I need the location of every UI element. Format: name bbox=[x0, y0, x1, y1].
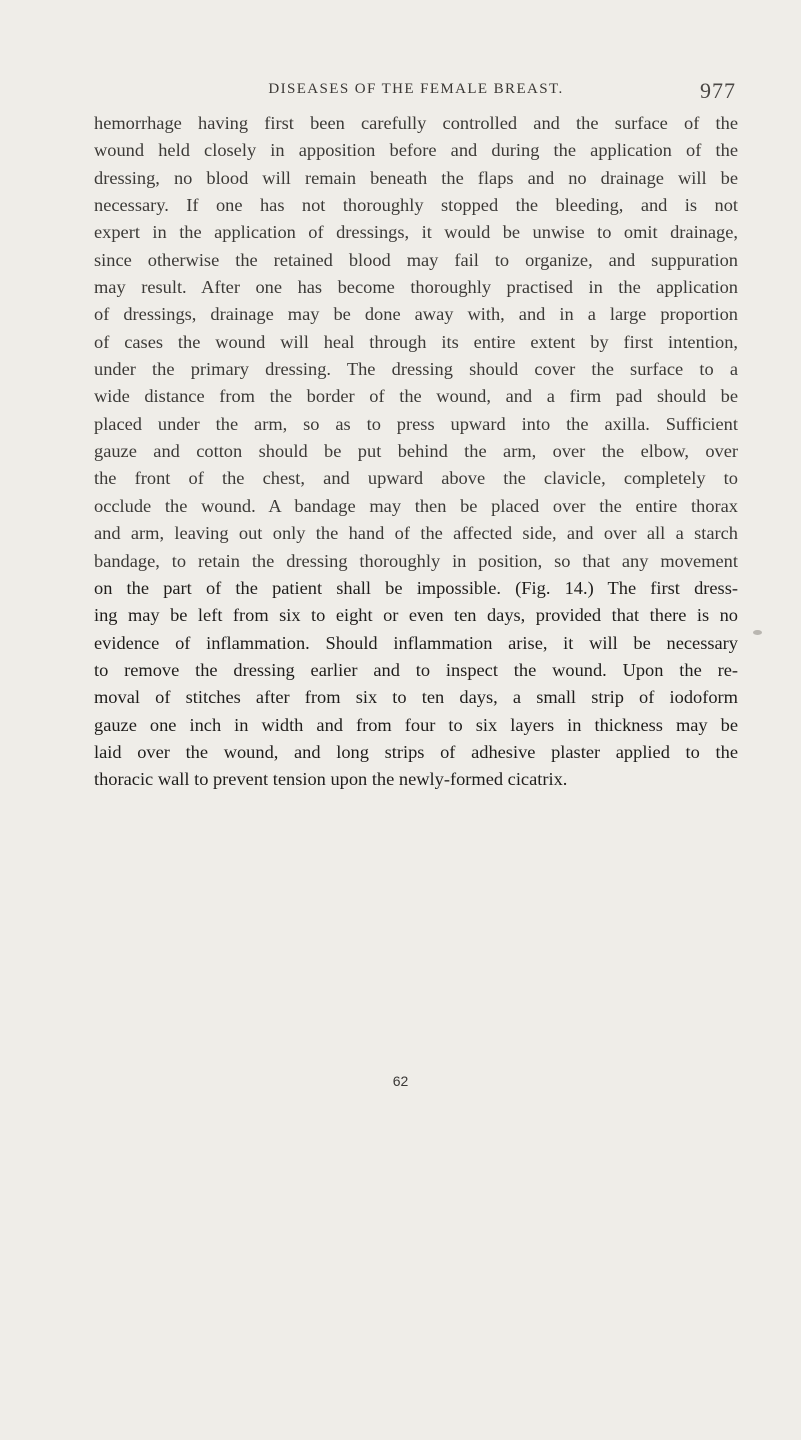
text-line: laid over the wound, and long strips of adhesive plaster applied to the bbox=[94, 741, 738, 762]
text-line: the front of the chest, and upward above the clavicle, completely to bbox=[94, 468, 738, 489]
text-line: necessary. If one has not thoroughly stopped the bleeding, and is not bbox=[94, 195, 738, 216]
text-line: moval of stitches after from six to ten days, a small strip of iodoform bbox=[94, 687, 738, 708]
text-line: placed under the arm, so as to press upward into the axilla. Sufficient bbox=[94, 413, 738, 434]
text-line: wound held closely in apposition before and during the application of the bbox=[94, 140, 738, 161]
paper-smudge bbox=[753, 630, 762, 635]
text-line: of dressings, drainage may be done away with, and in a large proportion bbox=[94, 304, 738, 325]
body-paragraph bbox=[94, 110, 738, 794]
text-line: evidence of inflammation. Should inflammation arise, it will be necessary bbox=[94, 632, 738, 653]
text-line: bandage, to retain the dressing thoroughly in position, so that any movement bbox=[94, 550, 738, 571]
text-line: gauze and cotton should be put behind the arm, over the elbow, over bbox=[94, 441, 738, 462]
text-line: hemorrhage having first been carefully controlled and the surface of the bbox=[94, 113, 738, 133]
text-line: dressing, no blood will remain beneath the flaps and no drainage will be bbox=[94, 167, 738, 188]
page-number: 977 bbox=[700, 78, 736, 103]
text-line: gauze one inch in width and from four to six layers in thickness may be bbox=[94, 714, 738, 735]
text-line: occlude the wound. A bandage may then be placed over the entire thorax bbox=[94, 495, 738, 516]
running-title: DISEASES OF THE FEMALE BREAST. bbox=[268, 81, 564, 97]
text-line: wide distance from the border of the wound, and a firm pad should be bbox=[94, 386, 738, 407]
running-head bbox=[96, 78, 736, 105]
text-line: since otherwise the retained blood may fail to organize, and suppuration bbox=[94, 249, 738, 270]
text-line: and arm, leaving out only the hand of the affected side, and over all a starch bbox=[94, 523, 738, 544]
text-line: of cases the wound will heal through its entire extent by first intention, bbox=[94, 331, 738, 352]
text-line: on the part of the patient shall be impossible. (Fig. 14.) The first dress- bbox=[94, 577, 738, 598]
text-line: under the primary dressing. The dressing should cover the surface to a bbox=[94, 359, 738, 380]
text-line: to remove the dressing earlier and to inspect the wound. Upon the re- bbox=[94, 659, 738, 680]
text-line: expert in the application of dressings, it would be unwise to omit drainage, bbox=[94, 222, 738, 243]
text-line: ing may be left from six to eight or even ten days, provided that there is no bbox=[94, 605, 738, 626]
signature-folio: 62 bbox=[392, 1073, 409, 1089]
text-line: thoracic wall to prevent tension upon the newly-formed cicatrix. bbox=[94, 769, 568, 790]
text-line: may result. After one has become thoroughly practised in the application bbox=[94, 277, 738, 298]
